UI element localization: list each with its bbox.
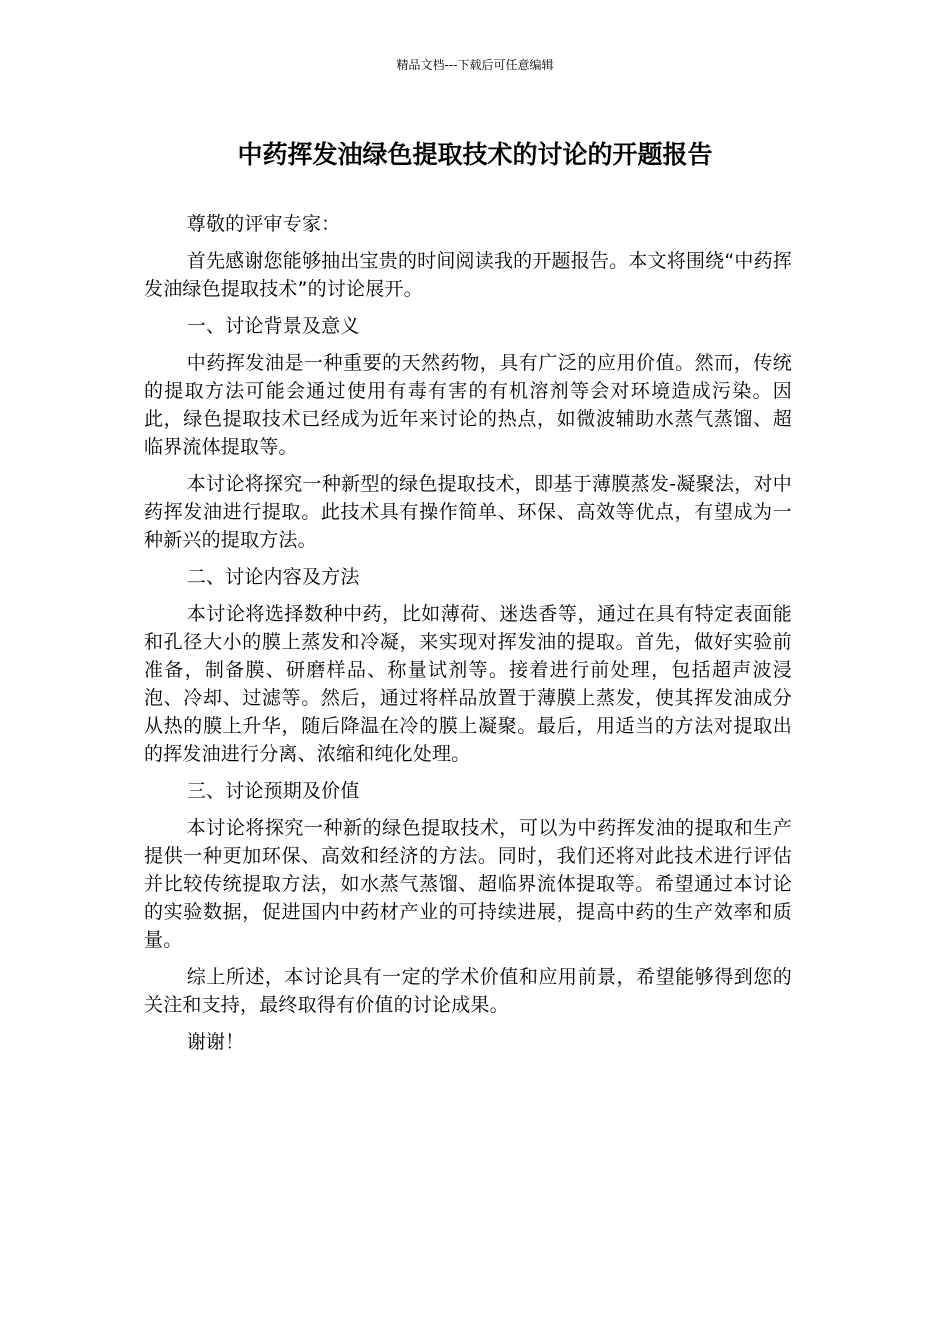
document-title: 中药挥发油绿色提取技术的讨论的开题报告: [237, 140, 713, 169]
background-paragraph-1: 中药挥发油是一种重要的天然药物，具有广泛的应用价值。然而，传统的提取方法可能会通过使用有毒有害的有机溶剂等会对环境造成污染。因此，绿色提取技术已经成为近年来讨论的热点，如微波辅助水蒸气蒸馏、超临界流体提取等。: [144, 352, 792, 458]
summary-paragraph: 综上所述，本讨论具有一定的学术价值和应用前景，希望能够得到您的关注和支持，最终取得有价值的讨论成果。: [144, 966, 792, 1016]
section-heading-methods: 二、讨论内容及方法: [186, 566, 360, 588]
section-heading-expectations: 三、讨论预期及价值: [186, 780, 360, 802]
page-header: 精品文档---下载后可任意编辑: [396, 58, 554, 72]
background-paragraph-2: 本讨论将探究一种新型的绿色提取技术，即基于薄膜蒸发-凝聚法，对中药挥发油进行提取。此技术具有操作简单、环保、高效等优点，有望成为一种新兴的提取方法。: [144, 473, 792, 551]
salutation: 尊敬的评审专家：: [186, 213, 341, 235]
section-heading-background: 一、讨论背景及意义: [186, 315, 360, 337]
intro-paragraph: 首先感谢您能够抽出宝贵的时间阅读我的开题报告。本文将围绕“中药挥发油绿色提取技术”的讨论展开。: [144, 250, 792, 300]
closing-thanks: 谢谢！: [186, 1031, 245, 1053]
document-body: [144, 210, 792, 1065]
methods-paragraph: 本讨论将选择数种中药，比如薄荷、迷迭香等，通过在具有特定表面能和孔径大小的膜上蒸发和冷凝，来实现对挥发油的提取。首先，做好实验前准备，制备膜、研磨样品、称量试剂等。接着进行前处理，包括超声波浸泡、冷却、过滤等。然后，通过将样品放置于薄膜上蒸发，使其挥发油成分从热的膜上升华，随后降温在冷的膜上凝聚。最后，用适当的方法对提取出的挥发油进行分离、浓缩和纯化处理。: [144, 603, 792, 765]
expectations-paragraph: 本讨论将探究一种新的绿色提取技术，可以为中药挥发油的提取和生产提供一种更加环保、高效和经济的方法。同时，我们还将对此技术进行评估并比较传统提取方法，如水蒸气蒸馏、超临界流体提取等。希望通过本讨论的实验数据，促进国内中药材产业的可持续进展，提高中药的生产效率和质量。: [144, 817, 792, 951]
